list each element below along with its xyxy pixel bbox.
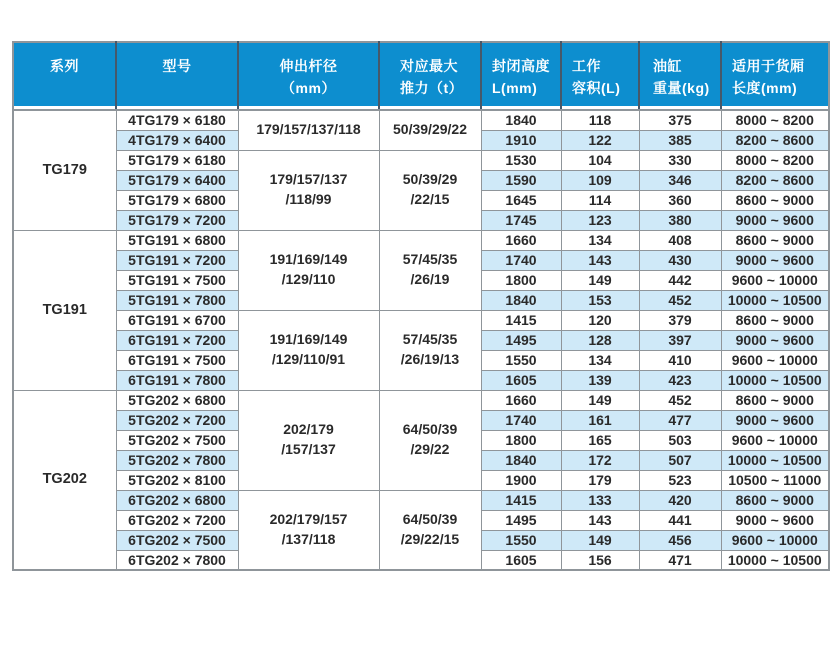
box-length-cell: 10000 ~ 10500 [721, 450, 829, 470]
working-volume-cell: 118 [561, 110, 639, 130]
closed-height-cell: 1740 [481, 410, 561, 430]
closed-height-cell: 1550 [481, 530, 561, 550]
model-cell: 5TG202 × 7200 [116, 410, 238, 430]
box-length-cell: 9600 ~ 10000 [721, 270, 829, 290]
model-cell: 6TG202 × 7200 [116, 510, 238, 530]
model-cell: 5TG202 × 7500 [116, 430, 238, 450]
closed-height-cell: 1645 [481, 190, 561, 210]
box-length-cell: 8600 ~ 9000 [721, 190, 829, 210]
closed-height-cell: 1415 [481, 310, 561, 330]
hydraulic-cylinder-spec-table [12, 41, 830, 571]
column-header-model: 型号 [116, 42, 238, 110]
cylinder-weight-cell: 410 [639, 350, 721, 370]
box-length-cell: 10000 ~ 10500 [721, 370, 829, 390]
box-length-cell: 8000 ~ 8200 [721, 110, 829, 130]
cylinder-weight-cell: 456 [639, 530, 721, 550]
working-volume-cell: 128 [561, 330, 639, 350]
column-header-max-thrust: 对应最大 推力（t） [379, 42, 481, 110]
working-volume-cell: 123 [561, 210, 639, 230]
box-length-cell: 9600 ~ 10000 [721, 350, 829, 370]
closed-height-cell: 1740 [481, 250, 561, 270]
model-cell: 6TG191 × 6700 [116, 310, 238, 330]
cylinder-weight-cell: 420 [639, 490, 721, 510]
working-volume-cell: 134 [561, 350, 639, 370]
model-cell: 5TG191 × 6800 [116, 230, 238, 250]
cylinder-weight-cell: 507 [639, 450, 721, 470]
model-cell: 5TG179 × 7200 [116, 210, 238, 230]
table-row [13, 150, 829, 170]
model-cell: 5TG191 × 7800 [116, 290, 238, 310]
cylinder-weight-cell: 375 [639, 110, 721, 130]
working-volume-cell: 114 [561, 190, 639, 210]
series-cell: TG179 [13, 110, 116, 230]
cylinder-weight-cell: 397 [639, 330, 721, 350]
box-length-cell: 8000 ~ 8200 [721, 150, 829, 170]
box-length-cell: 9000 ~ 9600 [721, 330, 829, 350]
series-cell: TG202 [13, 390, 116, 570]
closed-height-cell: 1415 [481, 490, 561, 510]
table-row [13, 310, 829, 330]
working-volume-cell: 156 [561, 550, 639, 570]
table-row [13, 110, 829, 130]
table-body [13, 110, 829, 570]
cylinder-weight-cell: 452 [639, 290, 721, 310]
working-volume-cell: 165 [561, 430, 639, 450]
series-cell: TG191 [13, 230, 116, 390]
model-cell: 6TG202 × 6800 [116, 490, 238, 510]
closed-height-cell: 1745 [481, 210, 561, 230]
model-cell: 6TG202 × 7500 [116, 530, 238, 550]
closed-height-cell: 1840 [481, 290, 561, 310]
box-length-cell: 9000 ~ 9600 [721, 410, 829, 430]
table-row [13, 230, 829, 250]
model-cell: 6TG202 × 7800 [116, 550, 238, 570]
box-length-cell: 10500 ~ 11000 [721, 470, 829, 490]
box-length-cell: 9600 ~ 10000 [721, 430, 829, 450]
closed-height-cell: 1590 [481, 170, 561, 190]
working-volume-cell: 179 [561, 470, 639, 490]
model-cell: 6TG191 × 7800 [116, 370, 238, 390]
box-length-cell: 9000 ~ 9600 [721, 510, 829, 530]
column-header-cylinder-weight: 油缸 重量(kg) [639, 42, 721, 110]
table-header-row [13, 42, 829, 110]
working-volume-cell: 104 [561, 150, 639, 170]
rod-diameter-cell: 179/157/137/118 [238, 110, 379, 150]
rod-diameter-cell: 191/169/149 /129/110/91 [238, 310, 379, 390]
model-cell: 5TG191 × 7200 [116, 250, 238, 270]
box-length-cell: 9600 ~ 10000 [721, 530, 829, 550]
closed-height-cell: 1840 [481, 450, 561, 470]
closed-height-cell: 1550 [481, 350, 561, 370]
working-volume-cell: 120 [561, 310, 639, 330]
column-header-working-volume: 工作 容积(L) [561, 42, 639, 110]
column-header-closed-height: 封闭高度 L(mm) [481, 42, 561, 110]
cylinder-weight-cell: 471 [639, 550, 721, 570]
working-volume-cell: 149 [561, 390, 639, 410]
column-header-series: 系列 [13, 42, 116, 110]
model-cell: 6TG191 × 7500 [116, 350, 238, 370]
rod-diameter-cell: 191/169/149 /129/110 [238, 230, 379, 310]
box-length-cell: 10000 ~ 10500 [721, 550, 829, 570]
working-volume-cell: 153 [561, 290, 639, 310]
cylinder-weight-cell: 423 [639, 370, 721, 390]
working-volume-cell: 161 [561, 410, 639, 430]
model-cell: 4TG179 × 6180 [116, 110, 238, 130]
closed-height-cell: 1530 [481, 150, 561, 170]
cylinder-weight-cell: 430 [639, 250, 721, 270]
box-length-cell: 10000 ~ 10500 [721, 290, 829, 310]
box-length-cell: 9000 ~ 9600 [721, 210, 829, 230]
model-cell: 5TG202 × 7800 [116, 450, 238, 470]
table-row [13, 390, 829, 410]
closed-height-cell: 1660 [481, 390, 561, 410]
box-length-cell: 8600 ~ 9000 [721, 310, 829, 330]
cylinder-weight-cell: 346 [639, 170, 721, 190]
box-length-cell: 8200 ~ 8600 [721, 130, 829, 150]
working-volume-cell: 143 [561, 510, 639, 530]
cylinder-weight-cell: 380 [639, 210, 721, 230]
model-cell: 6TG191 × 7200 [116, 330, 238, 350]
closed-height-cell: 1495 [481, 510, 561, 530]
working-volume-cell: 149 [561, 270, 639, 290]
box-length-cell: 9000 ~ 9600 [721, 250, 829, 270]
cylinder-weight-cell: 523 [639, 470, 721, 490]
closed-height-cell: 1605 [481, 550, 561, 570]
max-thrust-cell: 64/50/39 /29/22 [379, 390, 481, 490]
cylinder-weight-cell: 442 [639, 270, 721, 290]
rod-diameter-cell: 202/179 /157/137 [238, 390, 379, 490]
model-cell: 5TG191 × 7500 [116, 270, 238, 290]
model-cell: 4TG179 × 6400 [116, 130, 238, 150]
closed-height-cell: 1900 [481, 470, 561, 490]
box-length-cell: 8200 ~ 8600 [721, 170, 829, 190]
max-thrust-cell: 50/39/29/22 [379, 110, 481, 150]
working-volume-cell: 122 [561, 130, 639, 150]
cylinder-weight-cell: 477 [639, 410, 721, 430]
working-volume-cell: 172 [561, 450, 639, 470]
box-length-cell: 8600 ~ 9000 [721, 390, 829, 410]
box-length-cell: 8600 ~ 9000 [721, 490, 829, 510]
model-cell: 5TG179 × 6800 [116, 190, 238, 210]
closed-height-cell: 1800 [481, 430, 561, 450]
box-length-cell: 8600 ~ 9000 [721, 230, 829, 250]
closed-height-cell: 1605 [481, 370, 561, 390]
cylinder-weight-cell: 360 [639, 190, 721, 210]
max-thrust-cell: 57/45/35 /26/19/13 [379, 310, 481, 390]
max-thrust-cell: 50/39/29 /22/15 [379, 150, 481, 230]
rod-diameter-cell: 179/157/137 /118/99 [238, 150, 379, 230]
cylinder-weight-cell: 330 [639, 150, 721, 170]
working-volume-cell: 143 [561, 250, 639, 270]
closed-height-cell: 1910 [481, 130, 561, 150]
cylinder-weight-cell: 385 [639, 130, 721, 150]
cylinder-weight-cell: 452 [639, 390, 721, 410]
working-volume-cell: 139 [561, 370, 639, 390]
closed-height-cell: 1840 [481, 110, 561, 130]
closed-height-cell: 1660 [481, 230, 561, 250]
rod-diameter-cell: 202/179/157 /137/118 [238, 490, 379, 570]
cylinder-weight-cell: 379 [639, 310, 721, 330]
table-row [13, 490, 829, 510]
working-volume-cell: 149 [561, 530, 639, 550]
cylinder-weight-cell: 408 [639, 230, 721, 250]
closed-height-cell: 1495 [481, 330, 561, 350]
max-thrust-cell: 64/50/39 /29/22/15 [379, 490, 481, 570]
working-volume-cell: 133 [561, 490, 639, 510]
working-volume-cell: 109 [561, 170, 639, 190]
closed-height-cell: 1800 [481, 270, 561, 290]
cylinder-weight-cell: 441 [639, 510, 721, 530]
max-thrust-cell: 57/45/35 /26/19 [379, 230, 481, 310]
model-cell: 5TG202 × 6800 [116, 390, 238, 410]
model-cell: 5TG179 × 6180 [116, 150, 238, 170]
model-cell: 5TG202 × 8100 [116, 470, 238, 490]
working-volume-cell: 134 [561, 230, 639, 250]
column-header-rod-diameter: 伸出杆径 （mm） [238, 42, 379, 110]
column-header-box-length: 适用于货厢 长度(mm) [721, 42, 829, 110]
cylinder-weight-cell: 503 [639, 430, 721, 450]
model-cell: 5TG179 × 6400 [116, 170, 238, 190]
